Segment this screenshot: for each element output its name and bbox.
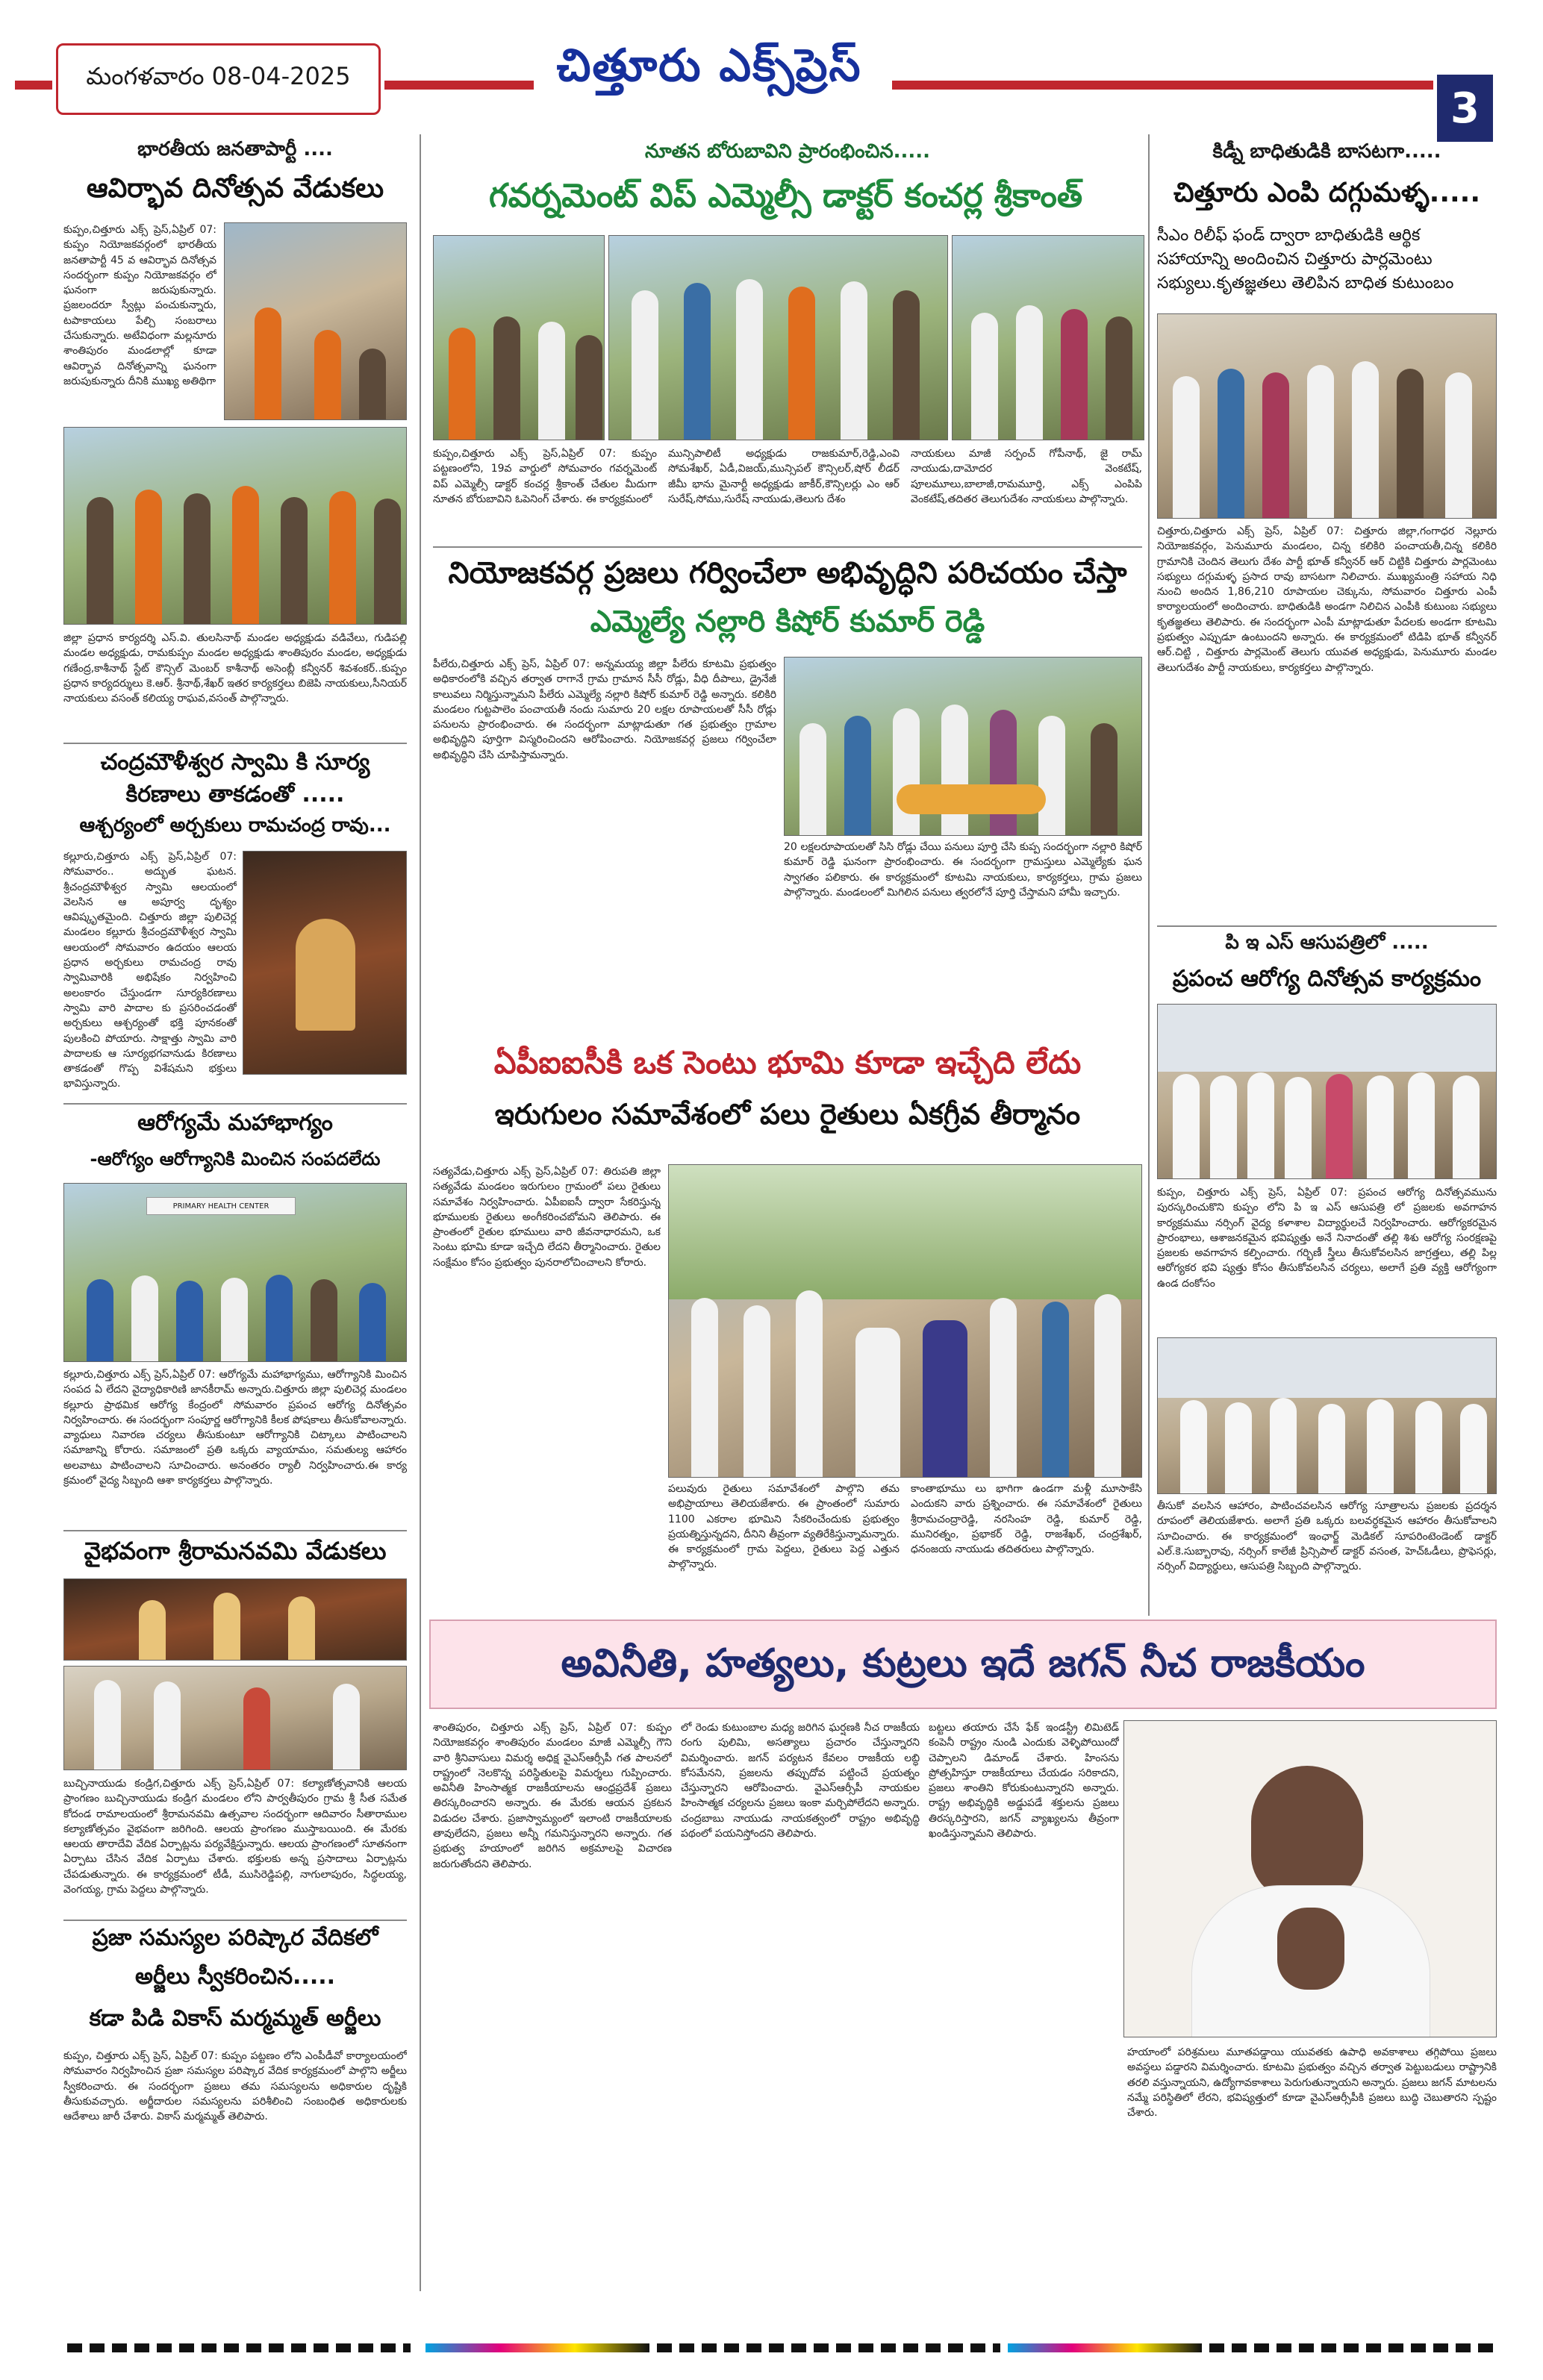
nallari-photo [784, 657, 1142, 836]
apiic-body-3: కాంతాభూము లు భాగిగా ఉండగా మళ్లీ మూసాకేసి ఎందుకని వారు ప్రశ్నించారు. ఈ సమావేశంలో రైతులు శ్రీరామచంద్రారెడ్డి, నరసింహ రెడ్డి, కుమార్ రెడ్డి, మునిరత్నం, ప్రభాకర్ రెడ్డి, రాజశేఖర్, చంద్రశేఖర్, ధనంజయ నాయుడు తదితరులు పాల్గొన్నారు. [911, 1483, 1142, 1556]
rule-mp [1157, 925, 1497, 927]
borewell-headline: గవర్నమెంట్ విప్ ఎమ్మెల్సీ డాక్టర్ కంచర్ల శ్రీకాంత్ [488, 177, 1083, 215]
health-subhead: -ఆరోగ్యం ఆరోగ్యానికి మించిన సంపదలేదు [90, 1149, 381, 1169]
registration-bar-1 [67, 2343, 411, 2352]
apiic-body-1: సత్యవేడు,చిత్తూరు ఎక్స్ ప్రెస్,ఏప్రిల్ 07: తిరుపతి జిల్లా సత్యవేడు మండలం ఇరుగులం గ్రామంలో పలు రైతులు సమావేశం నిర్వహించారు. ఏపీఐఐసీ ద్వారా సేకరిస్తున్న భూములకు రైతులు అంగీకరించబోమని తెలిపారు. ఈ ప్రాంతంలో రైతుల భూములు వారి జీవనాధారమని, ఒక సెంటు భూమి కూడా ఇచ్చేది లేదని తీర్మానించారు. రైతుల సంక్షేమం కోసం ప్రభుత్వం పునరాలోచించాలని కోరారు. [433, 1166, 661, 1269]
borewell-photo-2 [608, 235, 948, 440]
chandra-headline-3: ఆశ్చర్యంలో అర్చకులు రామచంద్ర రావు... [79, 814, 391, 837]
nallari-subhead: ఎమ్మెల్యే నల్లారి కిషోర్ కుమార్ రెడ్డి [590, 605, 985, 639]
nallari-body-1: పీలేరు,చిత్తూరు ఎక్స్ ప్రెస్, ఏప్రిల్ 07: అన్నమయ్య జిల్లా పీలేరు కూటమి ప్రభుత్వం అధికారంలోకి వచ్చిన తర్వాత రాగానే గ్రామ గ్రామాన సీసీ రోడ్లు, వీధి దీపాలు, డ్రైనేజీ కాలువలు నిర్మిస్తున్నామని పీలేరు ఎమ్మెల్యే నల్లారి కిషోర్ కుమార్ రెడ్డి అన్నారు. కలికిరి మండలం గుట్టపాలెం పంచాయతీ నందు సుమారు 20 లక్షల రూపాయలతో సీసీ రోడ్లు పనులను ప్రారంభించారు. ఈ సందర్భంగా మాట్లాడుతూ గత ప్రభుత్వం గ్రామాల అభివృద్ధిని పూర్తిగా విస్మరించిందని ఆరోపించారు. నియోజకవర్గ ప్రజలు గర్వించేలా అభివృద్ధిని చేసి చూపిస్తామన్నారు. [433, 658, 776, 761]
nallari-headline: నియోజకవర్గ ప్రజలు గర్వించేలా అభివృద్ధిని పరిచయం చేస్తా [448, 556, 1127, 590]
page-number: 3 [1437, 75, 1493, 142]
registration-bar-3 [657, 2343, 1000, 2352]
rule-bjp [63, 743, 407, 744]
mp-body: చిత్తూరు,చిత్తూరు ఎక్స్ ప్రెస్, ఏప్రిల్ 07: చిత్తూరు జిల్లా,గంగాధర నెల్లూరు నియోజకవర్గం, పెనుమూరు మండలం, చిన్న కలికిరి పంచాయతీ,చిన్న కలికిరి గ్రామానికి చెందిన తెలుగు దేశం పార్టీ భూత్ కన్వీనర్ ఆర్ చిట్టికి చిత్తూరు పార్లమెంటు సభ్యులు దగ్గుమళ్ళ ప్రసాద రావు బాసటగా నిలిచారు. ముఖ్యమంత్రి సహాయ నిధి నుంచి అందిన 1,86,210 రూపాయల చెక్కును, సోమవారం చిత్తూరు ఎంపీ కార్యాలయంలో అందించారు. బాధితుడికి అండగా నిలిచిన ఎంపీకి కుటుంబ సభ్యులు కృతజ్ఞతలు తెలిపారు. ఈ సందర్భంగా ఎంపీ మాట్లాడుతూ పేదలకు అండగా కూటమి ప్రభుత్వం ఎప్పుడూ ఉంటుందని అన్నారు. ఈ కార్యక్రమంలో టిడిపి భూత్ కన్వీనర్ ఆర్.చిట్టి , చిత్తూరు పార్లమెంట్ తెలుగు యువత అధ్యక్షుడు, పెనుమూరు మండల తెలుగుదేశం పార్టీ నాయకులు, కార్యకర్తలు పాల్గొన్నారు. [1157, 525, 1497, 674]
bjp-photo-2 [63, 427, 407, 625]
pes-body-2: తీసుకో వలసిన ఆహారం, పాటించవలసిన ఆరోగ్య సూత్రాలను ప్రజలకు ప్రదర్శన రూపంలో తెలియజేశారు. అలాగే ప్రతి ఒక్కరు బలవర్ధకమైన ఆహారం తీసుకోవాలని సూచించారు. ఈ కార్యక్రమంలో ఇంఛార్జ్ మెడికల్ సూపరింటెండెంట్ డాక్టర్ ఎల్.కె.సుబ్బారావు, నర్సింగ్ కాలేజీ ప్రిన్సిపాల్ డాక్టర్ వసంత, హెచ్ఓడీలు, ప్రొఫెసర్లు, నర్సింగ్ విద్యార్థులు, ఆసుపత్రి సిబ్బంది పాల్గొన్నారు. [1157, 1500, 1497, 1573]
praja-headline-3: కడా పిడి వికాస్ మర్మమ్మత్ అర్జీలు [89, 2005, 381, 2031]
apiic-body-2: పలువురు రైతులు సమావేశంలో పాల్గొని తమ అభిప్రాయాలు తెలియజేశారు. ఈ ప్రాంతంలో సుమారు 1100 ఎకరాల భూమిని సేకరించేందుకు ప్రభుత్వం ప్రయత్నిస్తున్నదని, దీనిని తీవ్రంగా వ్యతిరేకిస్తున్నామన్నారు. ఈ కార్యక్రమంలో గ్రామ పెద్దలు, రైతులు పెద్ద ఎత్తున పాల్గొన్నారు. [668, 1483, 900, 1571]
borewell-col-2: మున్సిపాలిటీ అధ్యక్షుడు రాజకుమార్,రెడ్డి,ఎంవి సోమశేఖర్, ఏడీ,విజయ్,మున్సిపల్ కౌన్సిలర్,షోర్ లీడర్ జీమీ భాను మైనార్టీ అధ్యక్షుడు జాకీర్,కౌన్సిలర్లు ఎం ఆర్ సురేష్,సోము,సురేష్ నాయుడు,తెలుగు దేశం [668, 448, 900, 505]
column-rule-right [1148, 134, 1150, 1616]
borewell-col-3: నాయకులు మాజీ సర్పంచ్ గోపీనాథ్, జై రామ్ నాయుడు,దామోదర వెంకటేష్, పూలమూలు,బాలాజీ,రామమూర్తి, ఎక్స్ ఎంపిపి వెంకటేష్,తదితర తెలుగుదేశం నాయకులు పాల్గొన్నారు. [911, 448, 1142, 505]
bjp-body-2: జిల్లా ప్రధాన కార్యదర్శి ఎస్.వి. తులసినాథ్ మండల అధ్యక్షుడు వడివేలు, గుడిపల్లి మండల అధ్యక్షుడు, రామకుప్పం మండల అధ్యక్షుడు శాంతిపురం మండల, అధ్యక్షుడు గణేంద్ర,కాశీనాథ్ స్టేట్ కౌన్సిల్ మెంబర్ కాశీనాథ్ అసెంబ్లీ కన్వీనర్ శివశంకర్..కుప్పం ప్రధాన కార్యదర్శులు కె.ఆర్. శ్రీనాథ్,శేఖర్ ఇతర కార్యకర్తలు బిజెపి నాయకులు,సీనియర్ నాయకులు వసంత్ కలియ్య రాఘవ,వసంత్ పాల్గొన్నారు. [63, 632, 407, 705]
nallari-body-2: 20 లక్షలరూపాయలతో సిసి రోడ్లు చేయి పనులు పూర్తి చేసి కుప్ప సందర్భంగా నల్లారి కిషోర్ కుమార్ రెడ్డి ఘనంగా ప్రారంభించారు. ఈ సందర్భంగా గ్రామస్తులు ఎమ్మెల్యేకు ఘన స్వాగతం పలికారు. ఈ కార్యక్రమంలో కూటమి నాయకులు, కార్యకర్తలు, గ్రామ ప్రజలు పాల్గొన్నారు. మండలంలో మిగిలిన పనులు త్వరలోనే పూర్తి చేస్తామని హామీ ఇచ్చారు. [784, 841, 1142, 899]
mp-lead: సీఎం రిలీఫ్ ఫండ్ ద్వారా బాధితుడికి ఆర్థిక సహాయాన్ని అందించిన చిత్తూరు పార్లమెంటు సభ్యులు.కృతజ్ఞతలు తెలిపిన బాధిత కుటుంబం [1157, 226, 1454, 293]
rama-photo-2 [63, 1666, 407, 1770]
apiic-photo [668, 1164, 1142, 1478]
jagan-col-4: హయాంలో పరిశ్రమలు మూతపడ్డాయి యువతకు ఉపాధి అవకాశాలు తగ్గిపోయి ప్రజలు అవస్థలు పడ్డారని విమర్శించారు. కూటమి ప్రభుత్వం వచ్చిన తర్వాత పెట్టుబడులు రాష్ట్రానికి తరలి వస్తున్నాయని, ఉద్యోగావకాశాలు పెరుగుతున్నాయని అన్నారు. ప్రజలు జగన్ మాటలను నమ్మే పరిస్థితిలో లేరని, భవిష్యత్తులో కూడా వైఎస్ఆర్సీపీకి ప్రజలు బుద్ధి చెబుతారని స్పష్టం చేశారు. [1127, 2046, 1497, 2120]
chandra-headline-1: చంద్రమౌళీశ్వర స్వామి కి సూర్య [100, 749, 370, 775]
pes-photo-1 [1157, 1004, 1497, 1179]
column-rule-left [420, 134, 421, 2291]
pes-body-1: కుప్పం, చిత్తూరు ఎక్స్ ప్రెస్, ఏప్రిల్ 07: ప్రపంచ ఆరోగ్య దినోత్సవమును పురస్కరించుకొని కుప్పం లోని పి ఇ ఎస్ ఆసుపత్రి లో ప్రజలకు అవగాహన కార్యక్రమము నర్సింగ్ వైద్య కళాశాల విద్యార్థులచే నిర్వహించారు. ఆరోగ్యకరమైన ప్రారంభాలు, ఆశాజనకమైన భవిష్యత్తు అనే నినాదంతో తల్లి శిశు ఆరోగ్య సంరక్షణపై ప్రజలకు అవగాహన కల్పించారు. గర్భిణీ స్త్రీలు తీసుకోవలసిన జాగ్రత్తలు, తల్లి పిల్ల ఆరోగ్యకర భవి ష్యత్తు కోసం తీసుకోవలసిన చర్యలు, అలాగే ప్రతి వ్యక్తి ఆరోగ్యంగా ఉండ దంకోసం [1157, 1187, 1497, 1290]
jagan-col-1: శాంతిపురం, చిత్తూరు ఎక్స్ ప్రెస్, ఏప్రిల్ 07: కుప్పం నియోజకవర్గం శాంతిపురం మండలం మాజీ ఎమ్మెల్సీ గౌని వారి శ్రీనివాసులు విమర్శ అధిక్ష వైఎస్ఆర్సీపీ గత పాలనలో రాష్ట్రంలో నెలకొన్న పరిస్థితులపై విమర్శలు గుప్పించారు. అవినీతి హింసాత్మక రాజకీయాలను ఆంధ్రప్రదేశ్ ప్రజలు తిరస్కరించారని అన్నారు. ఈ మేరకు ఆయన ప్రకటన విడుదల చేశారు. ప్రజాస్వామ్యంలో ఇలాంటి రాజకీయాలకు తావులేదని, ప్రజలు అన్నీ గమనిస్తున్నారని అన్నారు. గత ప్రభుత్వ హయాంలో జరిగిన అక్రమాలపై విచారణ జరుగుతోందని తెలిపారు. [433, 1722, 672, 1870]
borewell-col-1: కుప్పం,చిత్తూరు ఎక్స్ ప్రెస్,ఏప్రిల్ 07: కుప్పం పట్టణంలోని, 19వ వార్డులో సోమవారం గవర్నమెంట్ విప్ ఎమ్మెల్సీ డాక్టర్ కంచర్ల శ్రీకాంత్ చేతుల మీదుగా నూతన బోరుబావిని ఓపెనింగ్ చేశారు. ఈ కార్యక్రమంలో [433, 448, 657, 505]
issue-date: మంగళవారం 08-04-2025 [56, 43, 381, 115]
health-body: కల్లూరు,చిత్తూరు ఎక్స్ ప్రెస్,ఏప్రిల్ 07: ఆరోగ్యమే మహాభాగ్యము, ఆరోగ్యానికి మించిన సంపద ఏ లేదని వైద్యాధికారిణి జానకీరామ్ అన్నారు.చిత్తూరు జిల్లా పులిచెర్ల మండలం కల్లూరు ప్రాథమిక ఆరోగ్య కేంద్రంలో సోమవారం ప్రపంచ ఆరోగ్య దినోత్సవం నిర్వహించారు. ఈ సందర్భంగా సంపూర్ణ ఆరోగ్యానికి కీలక పోషకాలు తీసుకోవాలన్నారు. వ్యాధులు నివారణ చర్యలు తీసుకుంటూ ఆరోగ్యానికి చిట్కాలు పాటించాలని సమాజాన్ని కోరారు. సమాజంలో ప్రతి ఒక్కరు వ్యాయామం, సమతుల్య ఆహారం అలవాటు పాటించాలని సూచించారు. అనంతరం ర్యాలీ నిర్వహించారు.ఈ కార్య క్రమంలో వైద్య సిబ్బంది ఆశా కార్యకర్తలు పాల్గొన్నారు. [63, 1369, 407, 1487]
chandra-photo [243, 851, 407, 1075]
rama-photo-1 [63, 1578, 407, 1661]
rule-rama [63, 1920, 407, 1921]
mp-kicker: కిడ్నీ బాధితుడికి బాసటగా..... [1212, 140, 1441, 163]
paper-logo: చిత్తూరు ఎక్స్‌ప్రెస్ [556, 40, 862, 92]
borewell-photo-3 [952, 235, 1144, 440]
rule-health [63, 1530, 407, 1531]
rama-headline: వైభవంగా శ్రీరామనవమి వేడుకలు [84, 1537, 387, 1565]
bjp-photo-1 [224, 222, 407, 420]
praja-headline-1: ప్రజా సమస్యల పరిష్కార వేదికలో [92, 1925, 378, 1951]
pes-kicker: పి ఇ ఎస్ ఆసుపత్రిలో ..... [1225, 931, 1429, 954]
apiic-headline: ఏపీఐఐసీకి ఒక సెంటు భూమి కూడా ఇచ్చేది లేదు [493, 1044, 1082, 1081]
pes-headline: ప్రపంచ ఆరోగ్య దినోత్సవ కార్యక్రమం [1172, 966, 1482, 992]
chandra-body: కల్లూరు,చిత్తూరు ఎక్స్ ప్రెస్,ఏప్రిల్ 07: సోమవారం.. అద్భుత ఘటన. శ్రీచంద్రమౌళీశ్వర స్వామి ఆలయంలో వెలసిన ఆ అపూర్వ దృశ్యం ఆవిష్కృతమైంది. చిత్తూరు జిల్లా పులిచెర్ల మండలం కల్లూరు శ్రీచంద్రమౌళీశ్వర స్వామి ఆలయంలో సోమవారం ఉదయం ఆలయ ప్రధాన అర్చకులు రామచంద్ర రావు స్వామివారికి అభిషేకం నిర్వహించి అలంకారం చేస్తుండగా సూర్యకిరణాలు స్వామి వారి పాదాల కు ప్రసరించడంతో అర్చకులు ఆశ్చర్యంతో భక్తి పూనకంతో పులకించి పోయారు. సాక్షాత్తు స్వామి వారి పాదాలకు ఆ సూర్యభగవానుడు కిరణాలు తాకడంతో గొప్ప విశేషమని భక్తులు భావిస్తున్నారు. [63, 851, 237, 1090]
health-headline: ఆరోగ్యమే మహాభాగ్యం [137, 1110, 333, 1136]
praja-headline-2: అర్జీలు స్వీకరించిన..... [134, 1964, 336, 1990]
jagan-col-3: బట్టలు తయారు చేసే ఫేక్ ఇండస్ట్రీ లిమిటెడ్ కంపెనీ రాష్ట్రం నుండి ఎందుకు వెళ్ళిపోయిందో చెప్పాలని డిమాండ్ చేశారు. హింసను ప్రోత్సహిస్తూ రాజకీయాలు చేయడం సరికాదని, ప్రజలు శాంతిని కోరుకుంటున్నారని అన్నారు. రాష్ట్ర అభివృద్ధికి అడ్డుపడే శక్తులను ప్రజలు తిరస్కరిస్తారని, జగన్ వ్యాఖ్యలను తీవ్రంగా ఖండిస్తున్నామని తెలిపారు. [929, 1722, 1119, 1840]
jagan-headline-banner [429, 1620, 1497, 1709]
borewell-kicker: నూతన బోరుబావిని ప్రారంభించిన..... [644, 140, 930, 163]
health-center-sign: PRIMARY HEALTH CENTER [146, 1197, 296, 1215]
praja-body: కుప్పం, చిత్తూరు ఎక్స్ ప్రెస్, ఏప్రిల్ 07: కుప్పం పట్టణం లోని ఎంపీడీవో కార్యాలయంలో సోమవారం నిర్వహించిన ప్రజా సమస్యల పరిష్కార వేదిక కార్యక్రమంలో పాల్గొని అర్జీలు స్వీకరించారు. ఈ సందర్భంగా ప్రజలు తమ సమస్యలను అధికారుల దృష్టికి తీసుకువచ్చారు. అర్జీదారుల సమస్యలను పరిశీలించి సంబంధిత అధికారులకు ఆదేశాలు జారీ చేశారు. వికాస్ మర్మమ్మత్ తెలిపారు. [63, 2050, 407, 2123]
pes-photo-2 [1157, 1337, 1497, 1494]
borewell-photo-1 [433, 235, 605, 440]
registration-bar-4 [1008, 2343, 1202, 2352]
chandra-headline-2: కిరణాలు తాకడంతో ..... [125, 781, 345, 808]
jagan-col-2: లో రెండు కుటుంబాల మధ్య జరిగిన ఘర్షణకి నీచ రాజకీయ రంగు పులిమి, అసత్యాలు ప్రచారం చేస్తున్నారని విమర్శించారు. జగన్ పర్యటన కేవలం రాజకీయ లబ్ధి కోసమేనని, ప్రజలను తప్పుదోవ పట్టించే ప్రయత్నం చేస్తున్నారని ఆరోపించారు. వైఎస్ఆర్సీపీ నాయకుల హింసాత్మక చర్యలను ప్రజలు ఇంకా మర్చిపోలేదని అన్నారు. చంద్రబాబు నాయుడు నాయకత్వంలో రాష్ట్రం అభివృద్ధి పథంలో పయనిస్తోందని తెలిపారు. [681, 1722, 920, 1840]
bjp-body-1: కుప్పం,చిత్తూరు ఎక్స్ ప్రెస్,ఏప్రిల్ 07: కుప్పం నియోజకవర్గంలో భారతీయ జనతాపార్టీ 45 వ ఆవిర్భావ దినోత్సవ సందర్భంగా కుప్పం నియోజకవర్గం లో ఘనంగా జరుపుకున్నారు. ప్రజలందరూ స్వీట్లు పంచుకున్నారు, టపాకాయలు పేల్చి సంబరాలు చేసుకున్నారు. అటేవిధంగా మల్లనూరు శాంతిపురం మండలాల్లో కూడా ఆవిర్భావ దినోత్సవాన్ని ఘనంగా జరుపుకున్నారు దీనికి ముఖ్య అతిథిగా [63, 224, 216, 387]
registration-bar-5 [1209, 2343, 1493, 2352]
mp-photo [1157, 313, 1497, 519]
rama-body: బుచ్చినాయుడు కండ్రిగ,చిత్తూరు ఎక్స్ ప్రెస్,ఏప్రిల్ 07: కల్యాణోత్సవానికి ఆలయ ప్రాంగణం బుచ్చినాయుడు కండ్రిగ మండలం లోని పార్వతీపురం గ్రామ శ్రీ సీత సమేత కోదండ రామాలయంలో శ్రీరామనవమి ఉత్సవాల సందర్భంగా ఆదివారం సీతారాముల కల్యాణోత్సవం వైభవంగా జరిగింది. ఆలయ ప్రాంగణం ముస్తాబయింది. ఈ మేరకు ఆలయ తారాదేవి వేదిక ఏర్పాట్లను పర్యవేక్షిస్తున్నారు. ఆలయ ప్రాంగణంలో సూతనంగా ఏర్పాటు చేసిన వేదిక ఏర్పాటు చేశారు. భక్తులకు అన్న ప్రసాదాలు ఏర్పాట్లను చేపడుతున్నారు. ఈ కార్యక్రమంలో టీడీ, ముసిరెడ్డిపల్లి, నాగులాపురం, సిద్ధలయ్య, వెంగయ్య, గ్రామ పెద్దలు పాల్గొన్నారు. [63, 1778, 407, 1896]
bjp-kicker: భారతీయ జనతాపార్టీ .... [137, 138, 333, 160]
registration-bar-2 [426, 2343, 649, 2352]
rule-chandra [63, 1103, 407, 1105]
health-photo [63, 1183, 407, 1362]
mp-headline: చిత్తూరు ఎంపి దగ్గుమళ్ళ..... [1173, 178, 1481, 208]
rule-borewell [433, 546, 1142, 548]
jagan-portrait [1123, 1720, 1497, 2037]
bjp-headline: ఆవిర్భావ దినోత్సవ వేడుకలు [86, 173, 384, 204]
apiic-subhead: ఇరుగులం సమావేశంలో పలు రైతులు ఏకగ్రీవ తీర్మానం [494, 1098, 1081, 1131]
jagan-headline: అవినీతి, హత్యలు, కుట్రలు ఇదే జగన్ నీచ రాజకీయం [561, 1641, 1365, 1687]
